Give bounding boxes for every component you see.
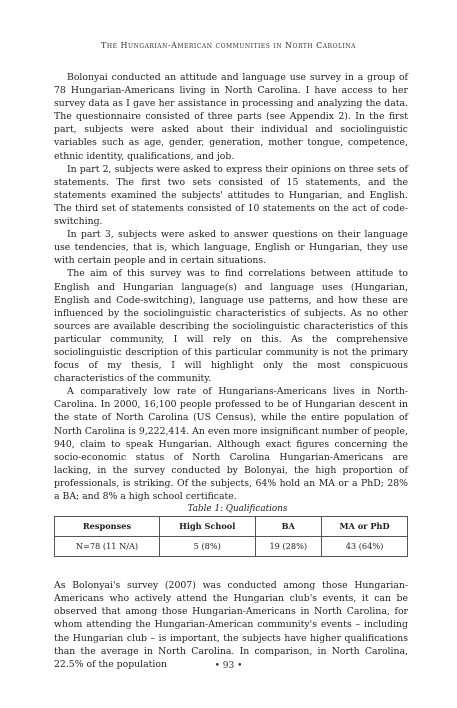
page-number: • 93 • [214, 661, 243, 671]
paragraph-3: In part 3, subjects were asked to answer questions on their language use tendencies, that is, which language, English or Hungarian, they use with certain people and in certain situations. [54, 229, 408, 267]
table-header-row [55, 517, 408, 537]
table-cell-ma-phd: 43 (64%) [322, 537, 408, 557]
paragraph-4: The aim of this survey was to find correlations between attitude to English and Hungarian language(s) and language uses (Hungarian, English and Code-switching), language use patterns, and how these are influenced by the sociolinguistic characteristics of subjects. As no other sources are available describing the sociolinguistic characteristics of this particular community, I will rely on this. As the comprehensive sociolinguistic description of this particular community is not the primary focus of my thesis, I will highlight only the most conspicuous characteristics of the community. [54, 268, 408, 385]
running-head: The Hungarian-American communities in North Carolina [101, 41, 356, 50]
table-row [55, 537, 408, 557]
paragraph-6: As Bolonyai's survey (2007) was conducted among those Hungarian-Americans who actively attend the Hungarian club's events, it can be observed that among those Hungarian-Americans in North Carolina, for whom attending the Hungarian-American community's events – including the Hungarian club – is important, the subjects have higher qualifications than the average in North Carolina. In comparison, in North Carolina, 22.5% of the population [54, 580, 408, 670]
body-text [54, 71, 408, 671]
table-cell-ba: 19 (28%) [255, 537, 321, 557]
table-caption: Table 1: Qualifications [187, 504, 288, 515]
paragraph-1: Bolonyai conducted an attitude and language use survey in a group of 78 Hungarian-Americans living in North Carolina. I have access to her survey data as I gave her assistance in processing and analyzing the data. The questionnaire consisted of three parts (see Appendix 2). In the first part, subjects were asked about their individual and sociolinguistic variables such as age, gender, generation, mother tongue, competence, ethnic identity, qualifications, and job. [54, 72, 408, 162]
table-cell-high-school: 5 (8%) [159, 537, 255, 557]
column-header-responses: Responses [55, 517, 160, 537]
column-header-high-school: High School [159, 517, 255, 537]
table-cell-responses: N=78 (11 N/A) [55, 537, 160, 557]
qualifications-table [54, 516, 408, 557]
paragraph-5: A comparatively low rate of Hungarians-Americans lives in North-Carolina. In 2000, 16,100 people professed to be of Hungarian descent in the state of North Carolina (US Census), while the entire population of North Carolina is 9,222,414. An even more insignificant number of people, 940, claim to speak Hungarian. Although exact figures concerning the socio-economic status of North Carolina Hungarian-Americans are lacking, in the survey conducted by Bolonyai, the high proportion of professionals, is striking. Of the subjects, 64% hold an MA or a PhD; 28% a BA; and 8% a high school certificate. [54, 386, 408, 502]
column-header-ma-phd: MA or PhD [322, 517, 408, 537]
paragraph-2: In part 2, subjects were asked to express their opinions on three sets of statements. The first two sets consisted of 15 statements, and the statements examined the subjects' attitudes to Hungarian, and English. The third set of statements consisted of 10 statements on the act of code-switching. [54, 163, 408, 228]
column-header-ba: BA [255, 517, 321, 537]
